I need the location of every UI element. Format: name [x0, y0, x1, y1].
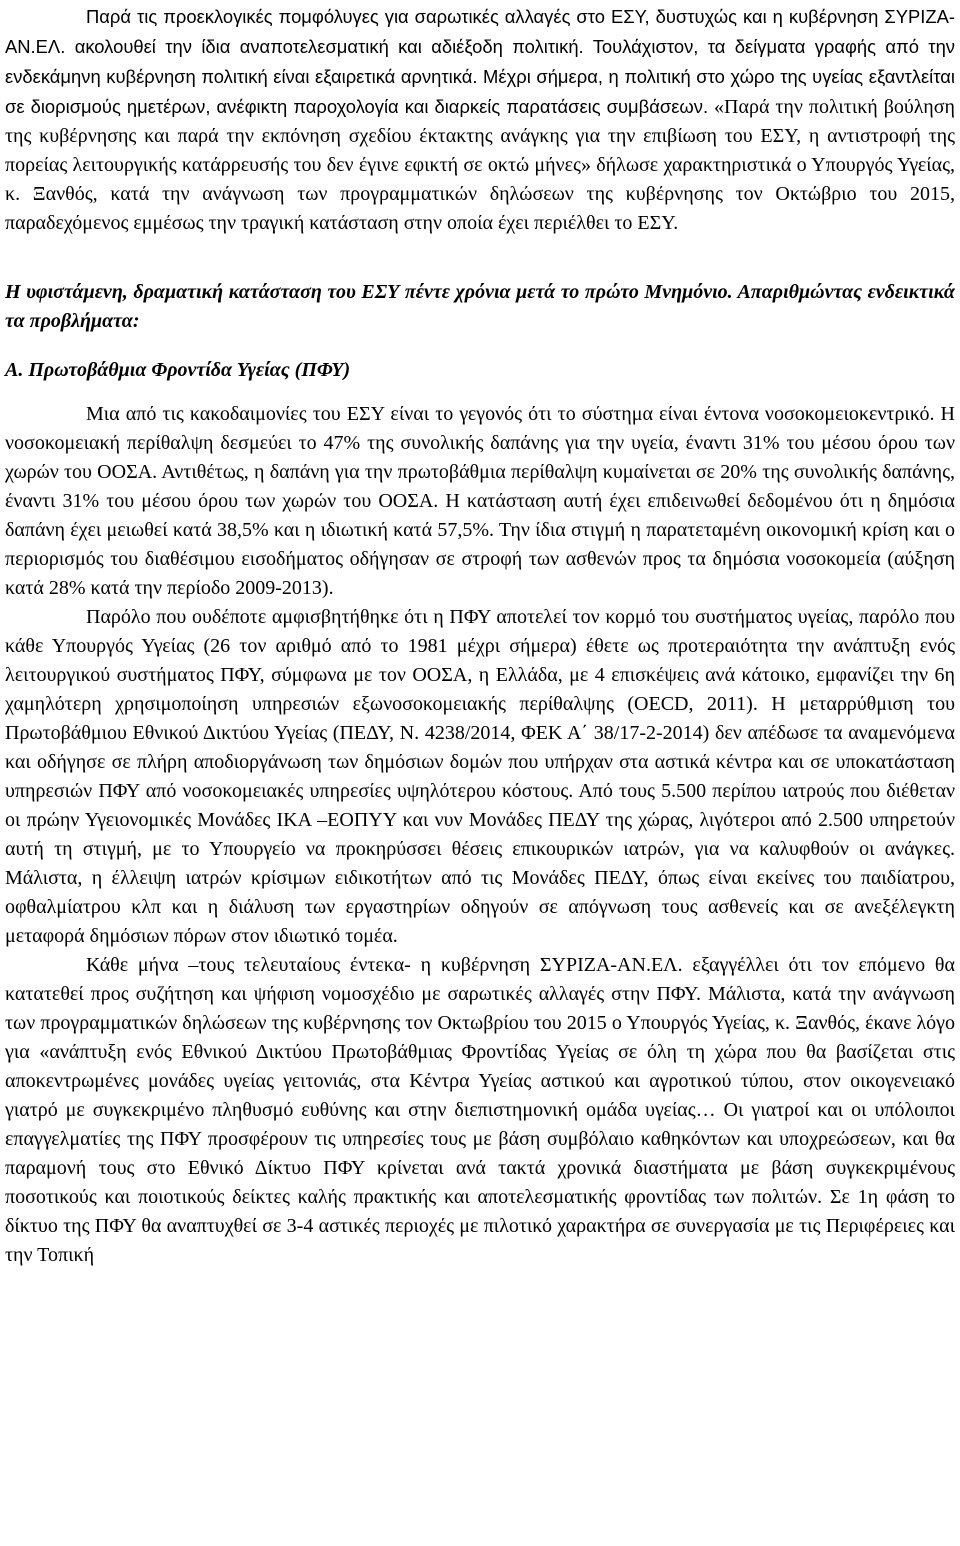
section-heading-situation: Η υφιστάμενη, δραματική κατάσταση του ΕΣΥ πέντε χρόνια μετά το πρώτο Μνημόνιο. Απαριθμώντας ενδεικτικά τα προβλήματα:: [5, 281, 955, 332]
paragraph-pedy-reform: Παρόλο που ουδέποτε αμφισβητήθηκε ότι η ΠΦΥ αποτελεί τον κορμό του συστήματος υγείας, παρόλο που κάθε Υπουργός Υγείας (26 τον αριθμό από το 1981 μέχρι σήμερα) έθετε ως προτεραιότητα την ανάπτυξη ενός λειτουργικού συστήματος ΠΦΥ, σύμφωνα με τον ΟΟΣΑ, η Ελλάδα, με 4 επισκέψεις ανά κάτοικο, εμφανίζει την 6η χαμηλότερη χρησιμοποίηση υπηρεσιών εξωνοσοκομειακής περίθαλψης (OECD, 2011). Η μεταρρύθμιση του Πρωτοβάθμιου Εθνικού Δικτύου Υγείας (ΠΕΔΥ, Ν. 4238/2014, ΦΕΚ Α΄ 38/17-2-2014) δεν απέδωσε τα αναμενόμενα και οδήγησε σε πλήρη αποδιοργάνωση των δημόσιων δομών που υπήρχαν στα αστικά κέντρα και σε υποκατάσταση υπηρεσιών ΠΦΥ από νοσοκομειακές υπηρεσίες υψηλότερου κόστους. Από τους 5.500 περίπου ιατρούς που διέθεταν οι πρώην Υγειονομικές Μονάδες ΙΚΑ –ΕΟΠΥΥ και νυν Μονάδες ΠΕΔΥ της χώρας, λιγότεροι από 2.500 υπηρετούν αυτή τη στιγμή, με το Υπουργείο να προκηρύσσει θέσεις επικουρικών ιατρών, για να καλυφθούν οι ανάγκες. Μάλιστα, η έλλειψη ιατρών κρίσιμων ειδικοτήτων από τις Μονάδες ΠΕΔΥ, όπως είναι εκείνες του παιδίατρου, οφθαλμίατρου κλπ και η διάλυση των εργαστηρίων οδηγούν σε απόγνωση τους ασθενείς και σε ανεξέλεγκτη μεταφορά δημόσιων πόρων στον ιδιωτικό τομέα.: [5, 606, 955, 947]
intro-quote: «Παρά την πολιτική βούληση της κυβέρνησης και παρά την εκπόνηση σχεδίου έκτακτης ανάγκης για την επιβίωση του ΕΣΥ, η αντιστροφή της πορείας λειτουργικής κατάρρευσής του δεν έγινε εφικτή σε οκτώ μήνες» δήλωσε χαρακτηριστικά ο Υπουργός Υγείας, κ.: [5, 96, 956, 205]
paragraph-hospital-centric: Μια από τις κακοδαιμονίες του ΕΣΥ είναι το γεγονός ότι το σύστημα είναι έντονα νοσοκομειοκεντρικό. Η νοσοκομειακή περίθαλψη δεσμεύει το 47% της συνολικής δαπάνης για την υγεία, έναντι 31% του μέσου όρου των χωρών του ΟΟΣΑ. Αντιθέτως, η δαπάνη για την πρωτοβάθμια περίθαλψη κυμαίνεται σε 20% της συνολικής δαπάνης, έναντι 31% του μέσου όρου των χωρών του ΟΟΣΑ. Η κατάσταση αυτή έχει επιδεινωθεί δεδομένου ότι η δημόσια δαπάνη έχει μειωθεί κατά 38,5% και η ιδιωτική κατά 57,5%. Την ίδια στιγμή η παρατεταμένη οικονομική κρίση και ο περιορισμός του διαθέσιμου εισοδήματος οδήγησαν σε στροφή των ασθενών προς τα δημόσια νοσοκομεία (αύξηση κατά 28% κατά την περίοδο 2009-2013).: [5, 403, 955, 599]
spacer: [5, 385, 955, 400]
spacer: [5, 336, 955, 356]
section-heading-primary-care: Α. Πρωτοβάθμια Φροντίδα Υγείας (ΠΦΥ): [5, 359, 351, 381]
intro-sentence-sans: Παρά τις προεκλογικές πομφόλυγες για σαρωτικές αλλαγές στο ΕΣΥ, δυστυχώς και η κυβέρνηση ΣΥΡΙΖΑ-ΑΝ.ΕΛ. ακολουθεί την ίδια αναποτελεσματική και αδιέξοδη πολιτική. Τουλάχιστον, τα δείγματα γραφής από την ενδεκάμηνη κυβέρνηση πολιτική είναι εξαιρετικά αρνητικά. Μέχρι σήμερα, η πολιτική στο χώρο της υγείας εξαντλείται σε διορισμούς ημετέρων, ανέφικτη παροχολογία και διαρκείς παρατάσεις συμβάσεων.: [5, 6, 955, 117]
paragraph-government-announcements: Κάθε μήνα –τους τελευταίους έντεκα- η κυβέρνηση ΣΥΡΙΖΑ-ΑΝ.ΕΛ. εξαγγέλλει ότι τον επόμενο θα κατατεθεί προς συζήτηση και ψήφιση νομοσχέδιο με σαρωτικές αλλαγές στην ΠΦΥ. Μάλιστα, κατά την ανάγνωση των προγραμματικών δηλώσεων της κυβέρνησης τον Οκτωβρίου του 2015 ο Υπουργός Υγείας, κ. Ξανθός, έκανε λόγο για «ανάπτυξη ενός Εθνικού Δικτύου Πρωτοβάθμιας Φροντίδας Υγείας σε όλη τη χώρα που θα βασίζεται στις αποκεντρωμένες μονάδες υγείας γειτονιάς, στα Κέντρα Υγείας αστικού και αγροτικού τύπου, στον οικογενειακό γιατρό με συγκεκριμένο πληθυσμό ευθύνης και στην διεπιστημονική ομάδα υγείας… Οι γιατροί και οι υπόλοιποι επαγγελματίες της ΠΦΥ προσφέρουν τις υπηρεσίες τους με βάση συμβόλαιο καθηκόντων και υποχρεώσεων, και θα παραμονή τους στο Εθνικό Δίκτυο ΠΦΥ κρίνεται ανά τακτά χρονικά διαστήματα με βάση συγκεκριμένους ποσοτικούς και ποιοτικούς δείκτες καλής πρακτικής και αποτελεσματικής φροντίδας των πολιτών. Σε 1η φάση το δίκτυο της ΠΦΥ θα αναπτυχθεί σε 3-4 αστικές περιοχές με πιλοτικό χαρακτήρα σε συνεργασία με τις Περιφέρειες και την Τοπική: [5, 954, 955, 1266]
spacer: [5, 238, 955, 278]
intro-conclusion: Ξανθός, κατά την ανάγνωση των προγραμματικών δηλώσεων της κυβέρνησης τον Οκτώβριο του 2015, παραδεχόμενος εμμέσως την τραγική κατάσταση στην οποία έχει περιέλθει το ΕΣΥ.: [5, 183, 955, 234]
intro-paragraph: [5, 2, 955, 238]
